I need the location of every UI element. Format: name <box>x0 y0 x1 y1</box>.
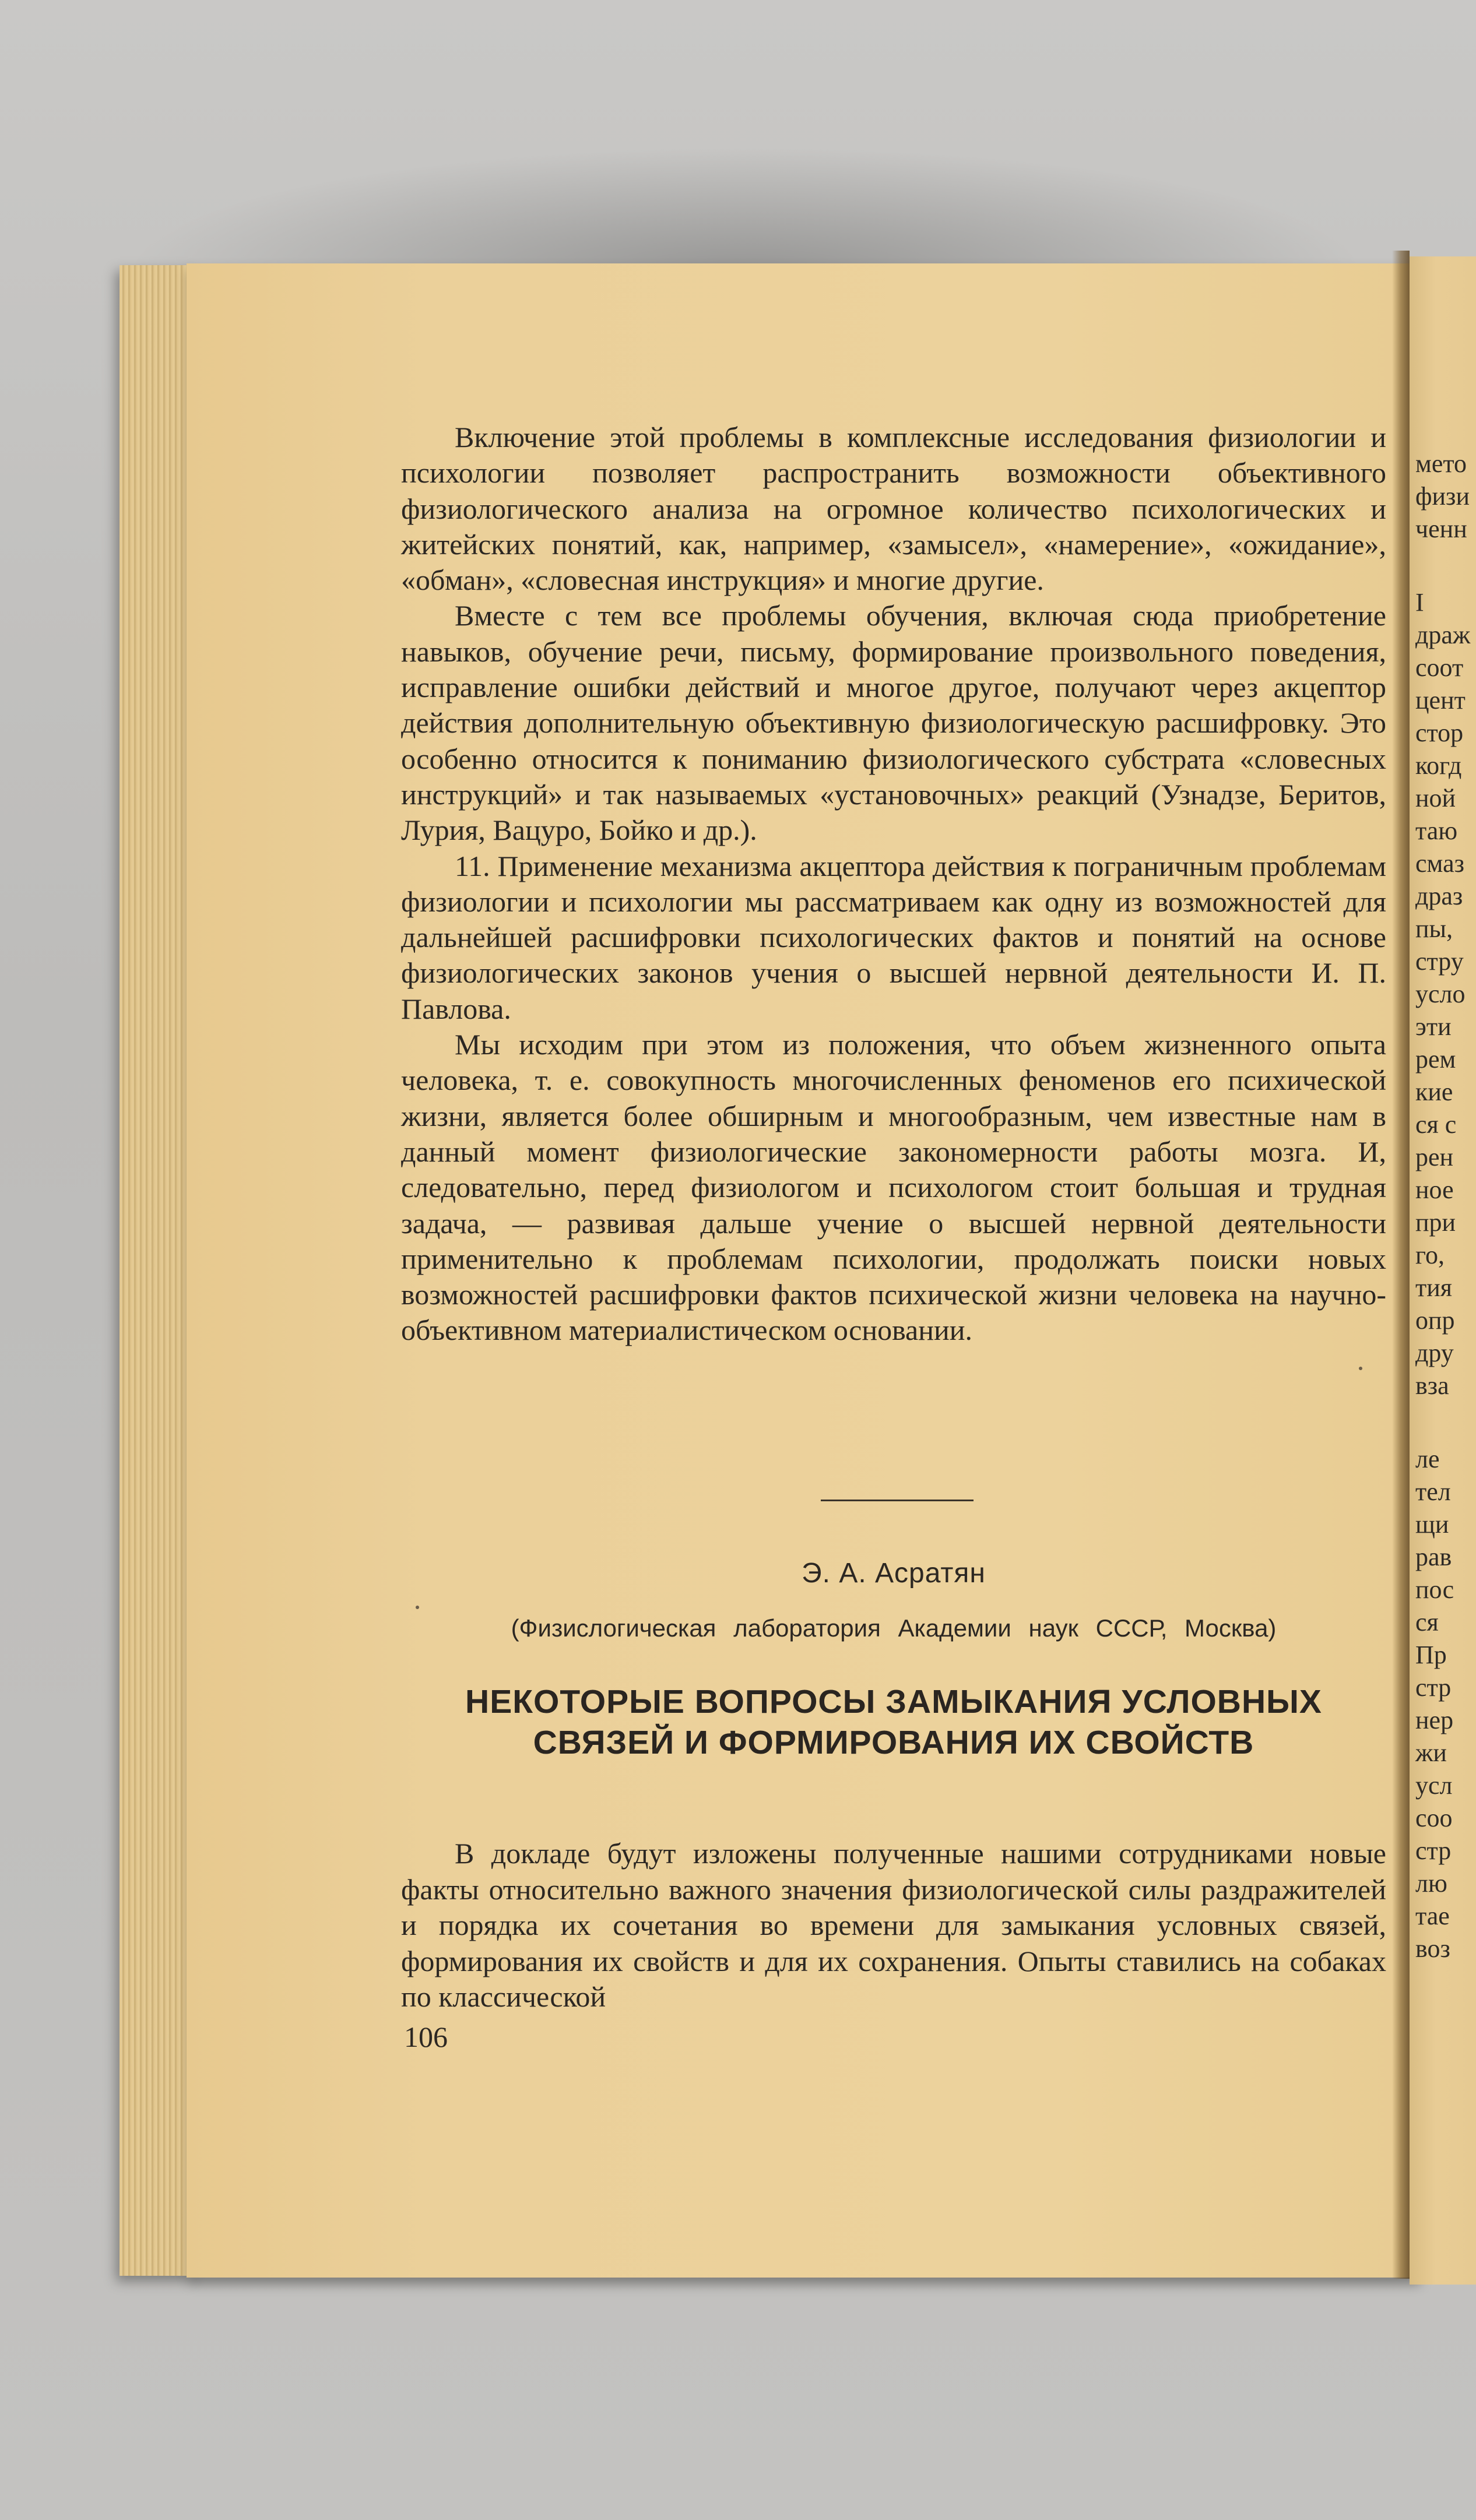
paragraph-3: 11. Применение механизма акцептора действия к пограничным проблемам физиологии и психологии мы рассматриваем как одну из возможностей для дальнейшей расшифровки психологических фактов и понятий на основе физиологических законов учения о высшей нервной деятельности И. П. Павлова. <box>401 849 1386 1025</box>
page-edges <box>120 265 195 2276</box>
facing-page-fragment: рен <box>1415 1143 1454 1171</box>
facing-page-fragment: усло <box>1415 980 1466 1008</box>
facing-page-fragment: таю <box>1415 816 1458 845</box>
article-title <box>401 1681 1386 1763</box>
facing-page-fragment: дру <box>1415 1339 1454 1367</box>
facing-page-fragment: эти <box>1415 1012 1452 1041</box>
abstract-paragraph <box>401 1836 1386 2015</box>
facing-page-fragment: когд <box>1415 751 1462 780</box>
facing-page-fragment: Пр <box>1415 1641 1447 1669</box>
facing-page-fragment: вза <box>1415 1371 1449 1400</box>
facing-page-fragment: жи <box>1415 1738 1447 1767</box>
author-name: Э. А. Асратян <box>802 1558 986 1589</box>
facing-page-fragment: ся с <box>1415 1110 1457 1139</box>
facing-page-fragment: пос <box>1415 1575 1454 1604</box>
facing-page-fragment: ле <box>1415 1445 1440 1473</box>
author-affiliation: (Физислогическая лаборатория Академии наук СССР, Москва) <box>511 1614 1277 1642</box>
facing-page-fragment: соо <box>1415 1804 1453 1832</box>
book-gutter <box>1392 251 1410 2279</box>
facing-page-fragment: пы, <box>1415 914 1453 943</box>
facing-page-fragment: мето <box>1415 449 1467 478</box>
section-divider <box>821 1500 974 1501</box>
facing-page-fragment: щи <box>1415 1510 1449 1539</box>
facing-page-fragment: ченн <box>1415 515 1467 543</box>
abstract-text: В докладе будут изложены полученные нашими сотрудниками новые факты относительно важного значения физиологической силы раздражителей и порядка их сочетания во времени для замыкания условных связей, формирования их свойств и для их сохранения. Опыты ставились на собаках по классической <box>401 1837 1386 2013</box>
title-line-2: СВЯЗЕЙ И ФОРМИРОВАНИЯ ИХ СВОЙСТВ <box>533 1724 1254 1761</box>
facing-page-fragment: тия <box>1415 1273 1453 1302</box>
facing-page-fragment: тел <box>1415 1477 1451 1506</box>
facing-page-fragment: воз <box>1415 1934 1450 1963</box>
facing-page-fragment: стр <box>1415 1673 1452 1702</box>
paper-speck <box>1359 1367 1362 1370</box>
facing-page-fragment: тае <box>1415 1902 1450 1930</box>
paragraph-1: Включение этой проблемы в комплексные исследования физиологии и психологии позволяет распространить возможности объективного физиологического анализа на огромное количество психологических и житейских понятий, как, например, «замысел», «намерение», «ожидание», «обман», «словесная инструкция» и многие другие. <box>401 421 1386 597</box>
title-line-1: НЕКОТОРЫЕ ВОПРОСЫ ЗАМЫКАНИЯ УСЛОВНЫХ <box>465 1683 1322 1720</box>
facing-page-fragment: рав <box>1415 1543 1452 1571</box>
facing-page-fragment: I <box>1415 588 1424 617</box>
facing-page-fragment: стр <box>1415 1836 1452 1865</box>
facing-page-fragment: стор <box>1415 719 1464 747</box>
facing-page-fragment: цент <box>1415 686 1466 715</box>
facing-page-fragment: драж <box>1415 621 1471 649</box>
facing-page-fragment: физи <box>1415 482 1470 511</box>
facing-page-fragment: смаз <box>1415 849 1464 878</box>
paragraph-2: Вместе с тем все проблемы обучения, включая сюда приобретение навыков, обучение речи, письму, формирование произвольного поведения, исправление ошибки действий и многое другое, получают через акцептор действия дополнительную объективную физиологическую расшифровку. Это особенно относится к пониманию физиологического субстрата «словесных инструкций» и так называемых «установочных» реакций (Узнадзе, Беритов, Лурия, Вацуро, Бойко и др.). <box>401 599 1386 847</box>
facing-page-fragment: кие <box>1415 1078 1453 1106</box>
facing-page-fragment: при <box>1415 1208 1456 1237</box>
facing-page-fragment: рем <box>1415 1045 1456 1074</box>
facing-page-fragment: усл <box>1415 1771 1453 1800</box>
facing-page-fragment: нер <box>1415 1706 1454 1734</box>
facing-page-edge <box>1410 256 1476 2285</box>
facing-page-fragment: ся <box>1415 1608 1439 1636</box>
facing-page-fragment: опр <box>1415 1306 1455 1335</box>
facing-page-fragment: стру <box>1415 947 1464 976</box>
paragraph-4: Мы исходим при этом из положения, что объем жизненного опыта человека, т. е. совокупность многочисленных феноменов его психической жизни, является более обширным и многообразным, чем известные нам в данный момент физиологические закономерности работы мозга. И, следовательно, перед физиологом и психологом стоит большая и трудная задача, — развивая дальше учение о высшей нервной деятельности применительно к проблемам психологии, продолжать поиски новых возможностей расшифровки фактов психической жизни человека на научно-объективном материалистическом основании. <box>401 1028 1386 1347</box>
facing-page-fragment: го, <box>1415 1241 1445 1269</box>
facing-page-fragment: лю <box>1415 1869 1447 1898</box>
facing-page-fragment: ной <box>1415 784 1456 812</box>
facing-page-fragment: соот <box>1415 653 1464 682</box>
article-continuation <box>401 420 1386 1349</box>
facing-page-fragment: драз <box>1415 882 1463 910</box>
background-shadow <box>122 146 1370 274</box>
facing-page-fragment: ное <box>1415 1175 1454 1204</box>
page-number: 106 <box>404 2021 448 2053</box>
paper-speck <box>416 1606 419 1609</box>
